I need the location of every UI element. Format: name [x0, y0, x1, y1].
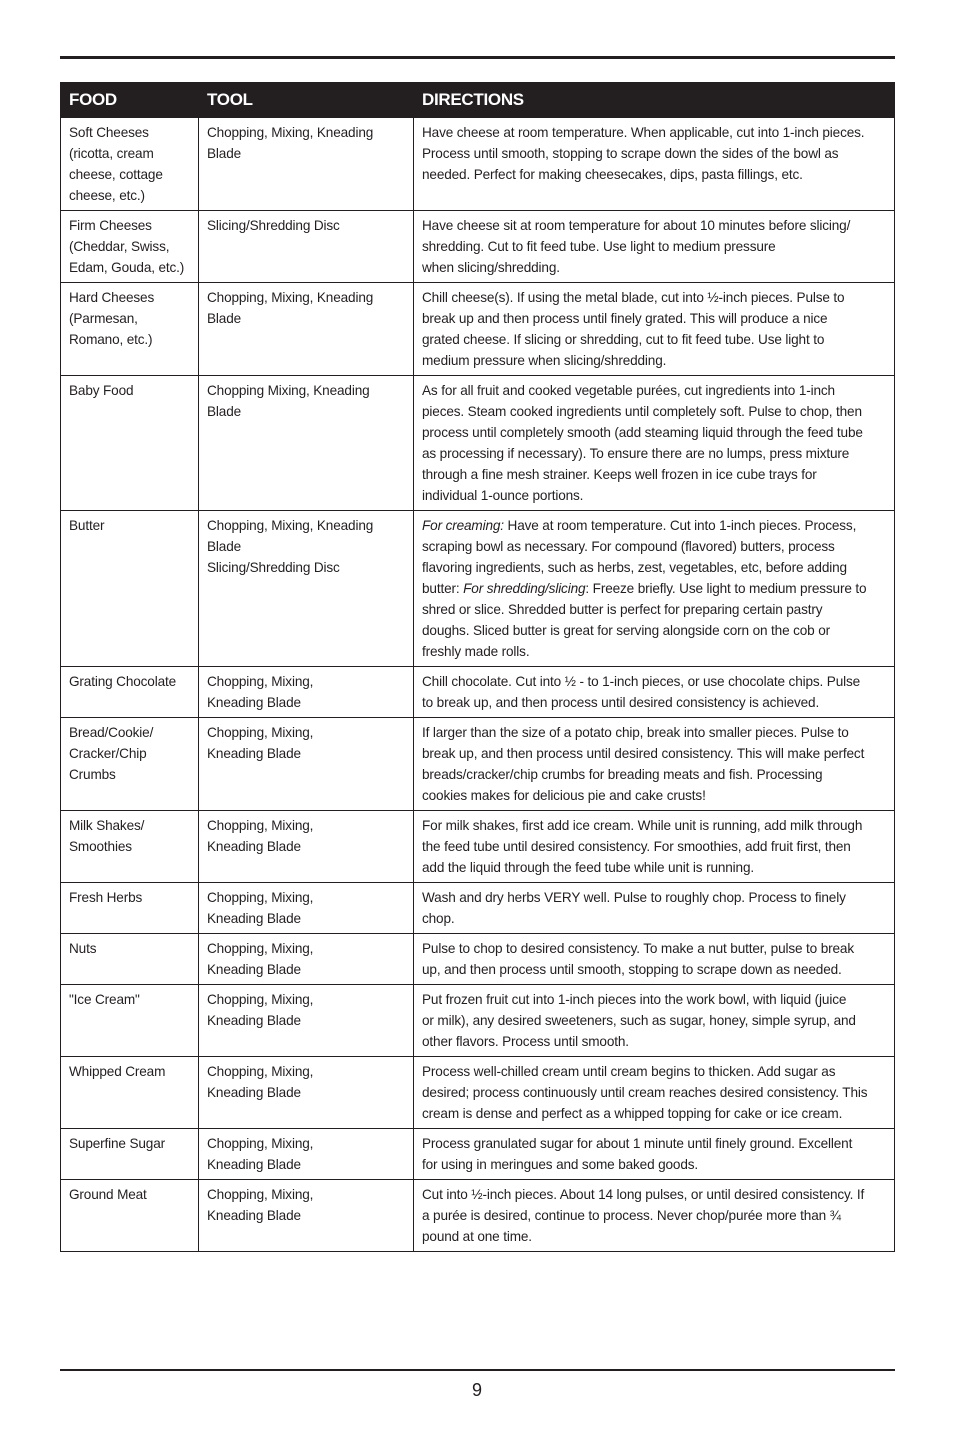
food-line: Cracker/Chip: [69, 746, 147, 761]
food-line: Grating Chocolate: [69, 674, 177, 689]
food-line: cheese, etc.): [69, 188, 145, 203]
tool-line: Kneading Blade: [207, 1208, 301, 1223]
directions-line: shredding. Cut to fit feed tube. Use light to medium pressure: [422, 239, 776, 254]
food-line: Ground Meat: [69, 1187, 147, 1202]
food-line: (ricotta, cream: [69, 146, 154, 161]
page-number: 9: [471, 1380, 482, 1400]
directions-text: : Freeze briefly. Use light to medium pressure to: [585, 581, 867, 596]
tool-cell: [199, 376, 414, 511]
tool-line: Kneading Blade: [207, 962, 301, 977]
directions-cell: [414, 811, 895, 883]
bottom-rule: [60, 1369, 895, 1371]
directions-line: cookies makes for delicious pie and cake crusts!: [422, 788, 706, 803]
tool-cell: [199, 118, 414, 211]
top-rule: [60, 56, 895, 59]
food-line: Superfine Sugar: [69, 1136, 165, 1151]
food-line: Firm Cheeses: [69, 218, 152, 233]
directions-line: Have cheese at room temperature. When applicable, cut into 1-inch pieces.: [422, 125, 865, 140]
directions-cell: [414, 985, 895, 1057]
directions-line: shred or slice. Shredded butter is perfect for preparing certain pastry: [422, 602, 823, 617]
directions-line: chop.: [422, 911, 455, 926]
tool-line: Kneading Blade: [207, 1013, 301, 1028]
directions-line: when slicing/shredding.: [422, 260, 560, 275]
table-row: [61, 1057, 895, 1129]
tool-cell: [199, 1129, 414, 1180]
food-cell: [61, 883, 199, 934]
directions-line: scraping bowl as necessary. For compound (flavored) butters, process: [422, 539, 835, 554]
directions-cell: [414, 1180, 895, 1252]
food-line: (Parmesan,: [69, 311, 138, 326]
table-body: [61, 118, 895, 1252]
table-header: [61, 83, 895, 118]
directions-line: process until completely smooth (add steaming liquid through the feed tube: [422, 425, 863, 440]
food-line: Crumbs: [69, 767, 116, 782]
food-cell: [61, 376, 199, 511]
directions-line: Process until smooth, stopping to scrape down the sides of the bowl as: [422, 146, 839, 161]
directions-line: pound at one time.: [422, 1229, 532, 1244]
creaming-label: For creaming:: [422, 518, 504, 533]
directions-line: Wash and dry herbs VERY well. Pulse to roughly chop. Process to finely: [422, 890, 846, 905]
tool-cell: [199, 667, 414, 718]
food-cell: [61, 718, 199, 811]
table-row: [61, 511, 895, 667]
table-row: [61, 811, 895, 883]
tool-line: Chopping, Mixing, Kneading: [207, 290, 374, 305]
directions-line: to break up, and then process until desired consistency is achieved.: [422, 695, 820, 710]
directions-line: break up and then process until finely grated. This will produce a nice: [422, 311, 828, 326]
directions-line: add the liquid through the feed tube while unit is running.: [422, 860, 754, 875]
food-line: Whipped Cream: [69, 1064, 166, 1079]
food-line: Nuts: [69, 941, 97, 956]
tool-line: Chopping, Mixing,: [207, 941, 314, 956]
directions-cell: [414, 283, 895, 376]
directions-text: Have at room temperature. Cut into 1-inch pieces. Process,: [503, 518, 857, 533]
tool-line: Chopping, Mixing,: [207, 1187, 314, 1202]
tool-line: Chopping, Mixing,: [207, 725, 314, 740]
food-line: (Cheddar, Swiss,: [69, 239, 170, 254]
tool-cell: [199, 283, 414, 376]
food-cell: [61, 985, 199, 1057]
directions-line: Pulse to chop to desired consistency. To make a nut butter, pulse to break: [422, 941, 854, 956]
directions-cell: [414, 1129, 895, 1180]
directions-line: doughs. Sliced butter is great for serving alongside corn on the cob or: [422, 623, 830, 638]
tool-line: Chopping, Mixing,: [207, 992, 314, 1007]
food-cell: [61, 1180, 199, 1252]
directions-line: breads/cracker/chip crumbs for breading meats and fish. Processing: [422, 767, 823, 782]
food-line: Romano, etc.): [69, 332, 153, 347]
directions-cell: [414, 118, 895, 211]
table-row: [61, 211, 895, 283]
directions-line: Process granulated sugar for about 1 minute until finely ground. Excellent: [422, 1136, 853, 1151]
tool-line: Blade: [207, 146, 242, 161]
table-row: [61, 985, 895, 1057]
tool-cell: [199, 811, 414, 883]
food-cell: [61, 667, 199, 718]
tool-cell: [199, 718, 414, 811]
tool-line: Chopping, Mixing,: [207, 818, 314, 833]
directions-line: other flavors. Process until smooth.: [422, 1034, 629, 1049]
tool-cell: [199, 1180, 414, 1252]
food-line: "Ice Cream": [69, 992, 140, 1007]
directions-cell: [414, 211, 895, 283]
shredding-label: For shredding/slicing: [463, 581, 586, 596]
directions-line: cream is dense and perfect as a whipped topping for cake or ice cream.: [422, 1106, 843, 1121]
food-cell: [61, 934, 199, 985]
table-row: [61, 667, 895, 718]
directions-line: medium pressure when slicing/shredding.: [422, 353, 667, 368]
directions-line: individual 1-ounce portions.: [422, 488, 584, 503]
directions-line: Put frozen fruit cut into 1-inch pieces into the work bowl, with liquid (juice: [422, 992, 847, 1007]
directions-line: the feed tube until desired consistency. For smoothies, add fruit first, then: [422, 839, 851, 854]
food-line: Smoothies: [69, 839, 132, 854]
tool-cell: [199, 211, 414, 283]
food-line: Soft Cheeses: [69, 125, 149, 140]
directions-text: butter:: [422, 581, 464, 596]
tool-cell: [199, 985, 414, 1057]
table-row: [61, 934, 895, 985]
tool-line: Slicing/Shredding Disc: [207, 560, 340, 575]
table-row: [61, 1180, 895, 1252]
food-cell: [61, 811, 199, 883]
tool-cell: [199, 883, 414, 934]
header-tool: TOOL: [199, 83, 414, 118]
tool-line: Kneading Blade: [207, 911, 301, 926]
tool-line: Kneading Blade: [207, 1085, 301, 1100]
food-cell: [61, 511, 199, 667]
tool-line: Kneading Blade: [207, 1157, 301, 1172]
food-line: Baby Food: [69, 383, 134, 398]
header-directions: DIRECTIONS: [414, 83, 895, 118]
header-food: FOOD: [61, 83, 199, 118]
table-row: [61, 283, 895, 376]
directions-line: flavoring ingredients, such as herbs, zest, vegetables, etc, before adding: [422, 560, 847, 575]
food-cell: [61, 118, 199, 211]
tool-line: Chopping, Mixing,: [207, 1064, 314, 1079]
tool-line: Slicing/Shredding Disc: [207, 218, 340, 233]
food-line: Bread/Cookie/: [69, 725, 154, 740]
directions-line: Chill chocolate. Cut into ½ - to 1-inch pieces, or use chocolate chips. Pulse: [422, 674, 861, 689]
tool-line: Kneading Blade: [207, 695, 301, 710]
directions-line: up, and then process until smooth, stopping to scrape down as needed.: [422, 962, 842, 977]
directions-line: pieces. Steam cooked ingredients until completely soft. Pulse to chop, then: [422, 404, 862, 419]
header-row: [61, 83, 895, 118]
food-line: Milk Shakes/: [69, 818, 145, 833]
table-row: [61, 376, 895, 511]
directions-cell: [414, 376, 895, 511]
directions-cell: [414, 718, 895, 811]
tool-cell: [199, 1057, 414, 1129]
directions-line: a purée is desired, continue to process. Never chop/purée more than ¾: [422, 1208, 841, 1223]
tool-line: Chopping, Mixing,: [207, 890, 314, 905]
food-line: Butter: [69, 518, 105, 533]
directions-line: grated cheese. If slicing or shredding, cut to fit feed tube. Use light to: [422, 332, 825, 347]
directions-line: Have cheese sit at room temperature for about 10 minutes before slicing/: [422, 218, 851, 233]
directions-line: [422, 515, 886, 536]
food-cell: [61, 283, 199, 376]
tool-cell: [199, 934, 414, 985]
tool-line: Blade: [207, 404, 242, 419]
tool-line: Kneading Blade: [207, 839, 301, 854]
table-row: [61, 883, 895, 934]
directions-line: desired; process continuously until cream reaches desired consistency. This: [422, 1085, 868, 1100]
tool-line: Chopping, Mixing, Kneading: [207, 518, 374, 533]
directions-line: needed. Perfect for making cheesecakes, dips, pasta fillings, etc.: [422, 167, 803, 182]
directions-cell: [414, 511, 895, 667]
tool-line: Chopping, Mixing, Kneading: [207, 125, 374, 140]
processing-guide-table: [60, 82, 895, 1252]
directions-cell: [414, 934, 895, 985]
table-row: [61, 118, 895, 211]
food-cell: [61, 1057, 199, 1129]
directions-line: through a fine mesh strainer. Keeps well frozen in ice cube trays for: [422, 467, 817, 482]
directions-line: If larger than the size of a potato chip, break into smaller pieces. Pulse to: [422, 725, 849, 740]
directions-line: For milk shakes, first add ice cream. While unit is running, add milk through: [422, 818, 863, 833]
food-line: cheese, cottage: [69, 167, 163, 182]
table-row: [61, 718, 895, 811]
food-line: Fresh Herbs: [69, 890, 143, 905]
directions-line: As for all fruit and cooked vegetable purées, cut ingredients into 1-inch: [422, 383, 835, 398]
food-cell: [61, 211, 199, 283]
tool-cell: [199, 511, 414, 667]
directions-line: [422, 578, 886, 599]
directions-cell: [414, 667, 895, 718]
tool-line: Chopping, Mixing,: [207, 1136, 314, 1151]
table-row: [61, 1129, 895, 1180]
tool-line: Blade: [207, 539, 242, 554]
directions-line: for using in meringues and some baked goods.: [422, 1157, 699, 1172]
food-line: Hard Cheeses: [69, 290, 155, 305]
directions-line: as processing if necessary). To ensure there are no lumps, press mixture: [422, 446, 850, 461]
directions-cell: [414, 1057, 895, 1129]
directions-line: Chill cheese(s). If using the metal blade, cut into ½-inch pieces. Pulse to: [422, 290, 845, 305]
food-line: Edam, Gouda, etc.): [69, 260, 185, 275]
tool-line: Blade: [207, 311, 242, 326]
tool-line: Chopping, Mixing,: [207, 674, 314, 689]
directions-line: or milk), any desired sweeteners, such as sugar, honey, simple syrup, and: [422, 1013, 856, 1028]
tool-line: Chopping Mixing, Kneading: [207, 383, 370, 398]
tool-line: Kneading Blade: [207, 746, 301, 761]
directions-line: Process well-chilled cream until cream begins to thicken. Add sugar as: [422, 1064, 836, 1079]
directions-line: freshly made rolls.: [422, 644, 530, 659]
directions-line: break up, and then process until desired consistency. This will make perfect: [422, 746, 865, 761]
directions-cell: [414, 883, 895, 934]
directions-line: Cut into ½-inch pieces. About 14 long pulses, or until desired consistency. If: [422, 1187, 865, 1202]
food-cell: [61, 1129, 199, 1180]
